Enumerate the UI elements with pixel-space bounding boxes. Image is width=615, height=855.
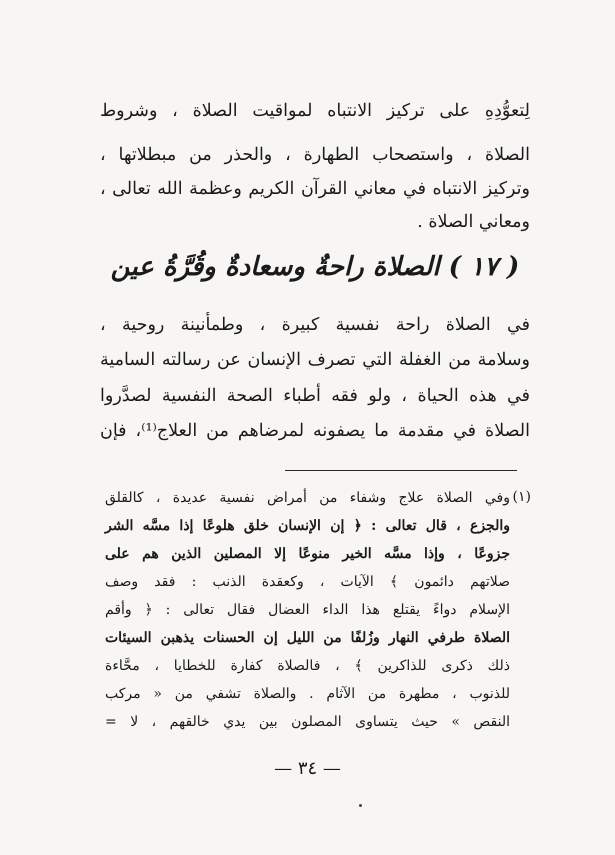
footnote-line: والجزع ، قال تعالى : ﴿ إن الإنسان خلق هلوعًا إذا مسَّه الشر xyxy=(105,518,510,534)
section-heading: ( ١٧ ) الصلاة راحةٌ وسعادةٌ وقُرَّةُ عين xyxy=(110,252,520,282)
footnote-line: صلاتهم دائمون ﴾ الآيات ، وكعقدة الذنب : فقد وصف xyxy=(105,574,510,590)
footnote-line: الإسلام دواءً يقتلع هذا الداء العضال فقال تعالى : ﴿ وأقم xyxy=(105,602,510,618)
text-line: ومعاني الصلاة . xyxy=(417,212,530,232)
footnote-number: (١) xyxy=(512,489,531,505)
text-line: لِتعوُّدِهِ على تركيز الانتباه لمواقيت الصلاة ، وشروط xyxy=(100,101,530,121)
print-speck xyxy=(359,804,362,807)
text-line: وسلامة من الغفلة التي تصرف الإنسان عن رسالته السامية xyxy=(100,350,530,370)
footnote-line: الصلاة طرفي النهار وزُلفًا من الليل إن الحسنات يذهبن السيئات xyxy=(105,630,510,646)
footnote-line: النقص » حيث يتساوى المصلون بين يدي خالقهم ، لا = xyxy=(105,714,510,730)
footnote-line: جزوعًا ، وإذا مسَّه الخير منوعًا إلا المصلين الذين هم على xyxy=(105,546,510,562)
text-line: وتركيز الانتباه في معاني القرآن الكريم وعظمة الله تعالى ، xyxy=(100,179,530,199)
text-line: الصلاة ، واستصحاب الطهارة ، والحذر من مبطلاتها ، xyxy=(100,145,530,165)
footnote-line: ذلك ذكرى للذاكرين ﴾ ، فالصلاة كفارة للخطايا ، محَّاءة xyxy=(105,658,510,674)
footnote-line: وفي الصلاة علاج وشفاء من أمراض نفسية عديدة ، كالقلق xyxy=(105,490,510,506)
page-number: — ٣٤ — xyxy=(274,758,341,779)
footnote-separator xyxy=(285,470,517,471)
footnote-line: للذنوب ، مطهرة من الآثام . والصلاة تشفي من « مركب xyxy=(105,686,510,702)
text-line: في هذه الحياة ، ولو فقه أطباء الصحة النفسية لصدَّروا xyxy=(100,386,530,406)
text-line: الصلاة في مقدمة ما يصفونه لمرضاهم من العلاج⁽¹⁾، فإن xyxy=(100,421,531,441)
text-line: في الصلاة راحة نفسية كبيرة ، وطمأنينة روحية ، xyxy=(100,315,530,335)
